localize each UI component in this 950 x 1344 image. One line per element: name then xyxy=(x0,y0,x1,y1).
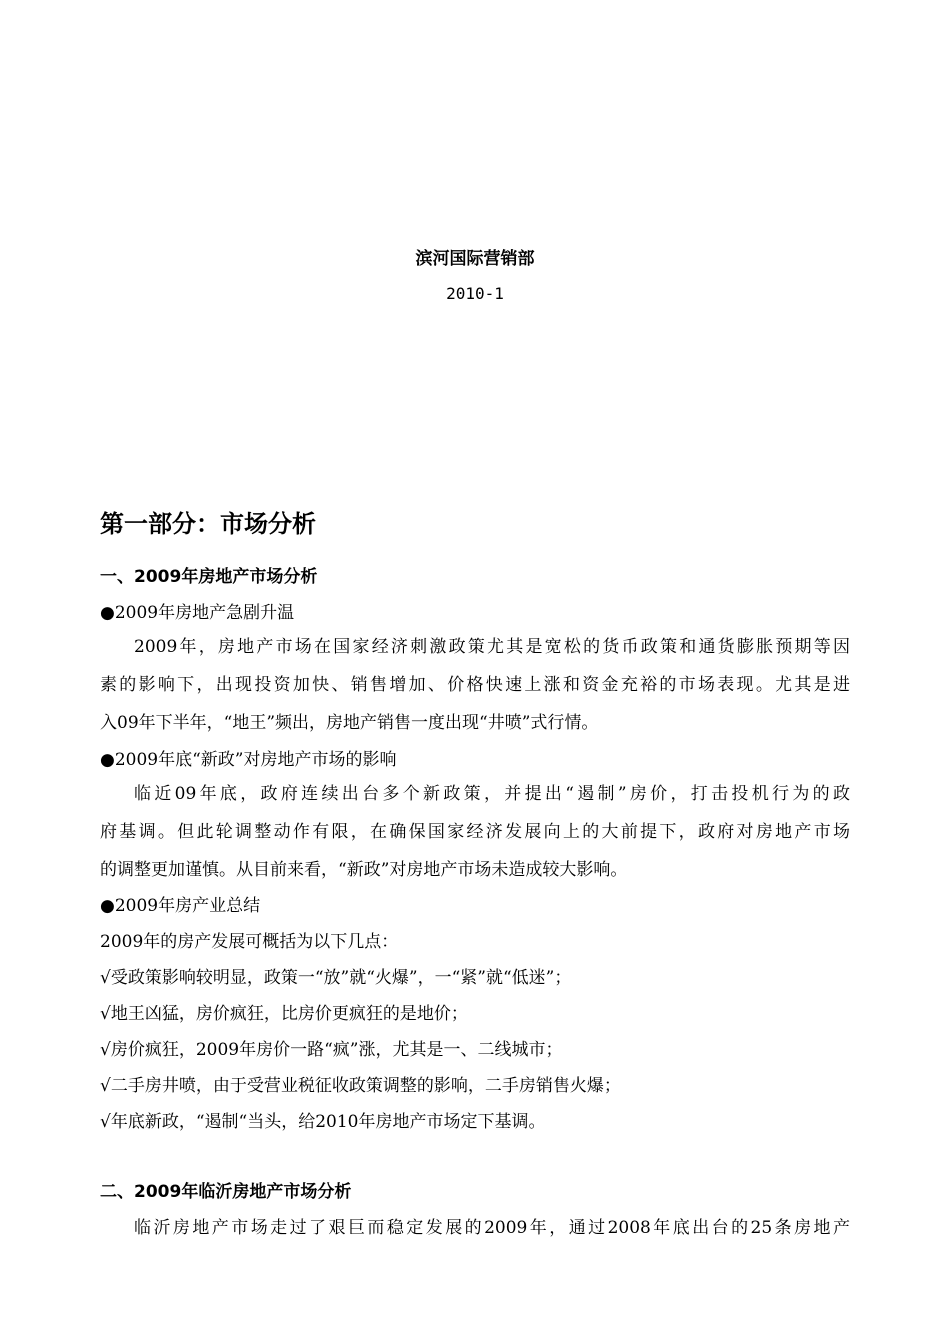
section-title-1: 一、2009年房地产市场分析 xyxy=(100,567,318,587)
cover-organization: 滨河国际营销部 xyxy=(415,249,535,269)
check-item: √年底新政，“遏制“当头，给2010年房地产市场定下基调。 xyxy=(100,1112,546,1132)
paragraph-line: 的调整更加谨慎。从目前来看，“新政”对房地产市场未造成较大影响。 xyxy=(100,860,628,880)
check-item: √受政策影响较明显，政策一“放”就“火爆”，一“紧”就“低迷”； xyxy=(100,968,572,988)
paragraph-line: 临沂房地产市场走过了艰巨而稳定发展的2009年，通过2008年底出台的25条房地产 xyxy=(134,1218,850,1238)
check-item: √二手房井喷，由于受营业税征收政策调整的影响，二手房销售火爆； xyxy=(100,1076,621,1096)
section-title-2: 二、2009年临沂房地产市场分析 xyxy=(100,1182,352,1202)
bullet-heading-3: ●2009年房产业总结 xyxy=(100,896,261,916)
summary-intro: 2009年的房产发展可概括为以下几点： xyxy=(100,932,399,952)
paragraph-line: 府基调。但此轮调整动作有限，在确保国家经济发展向上的大前提下，政府对房地产市场 xyxy=(100,822,850,842)
paragraph-line: 临近09年底，政府连续出台多个新政策，并提出“遏制”房价，打击投机行为的政 xyxy=(134,784,850,804)
bullet-heading-2: ●2009年底“新政”对房地产市场的影响 xyxy=(100,750,397,770)
paragraph-line: 入09年下半年，“地王”频出，房地产销售一度出现“井喷”式行情。 xyxy=(100,713,599,733)
check-item: √地王凶猛，房价疯狂，比房价更疯狂的是地价； xyxy=(100,1004,468,1024)
cover-date: 2010-1 xyxy=(446,284,504,303)
part-title: 第一部分：市场分析 xyxy=(100,510,316,538)
bullet-heading-1: ●2009年房地产急剧升温 xyxy=(100,603,295,623)
paragraph-line: 2009年，房地产市场在国家经济刺激政策尤其是宽松的货币政策和通货膨胀预期等因 xyxy=(134,637,850,657)
check-item: √房价疯狂，2009年房价一路“疯”涨，尤其是一、二线城市； xyxy=(100,1040,563,1060)
paragraph-line: 素的影响下，出现投资加快、销售增加、价格快速上涨和资金充裕的市场表现。尤其是进 xyxy=(100,675,850,695)
